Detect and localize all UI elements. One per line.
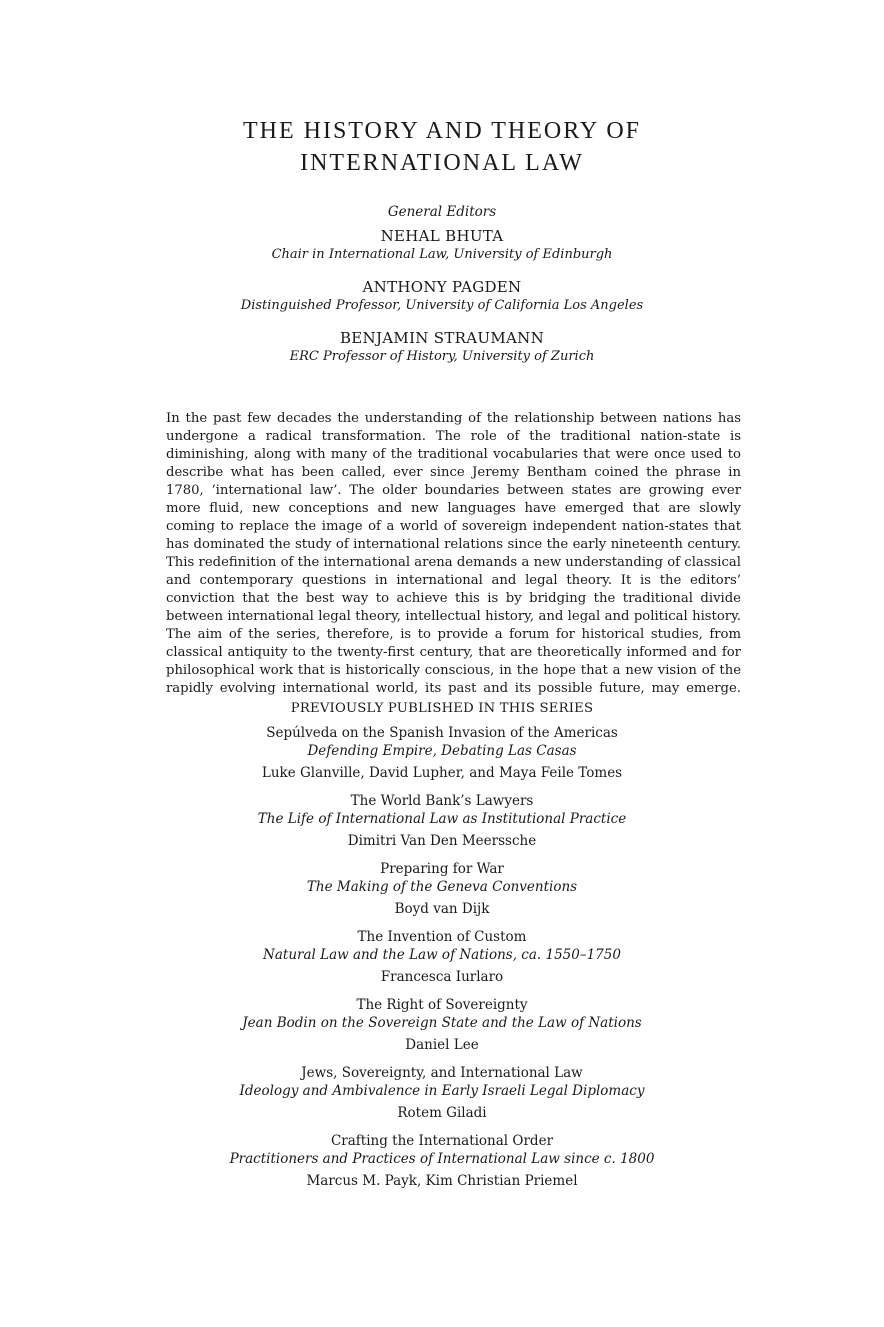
editor-name: NEHAL BHUTA	[380, 227, 504, 245]
series-title-line-1: THE HISTORY AND THEORY OF	[242, 118, 642, 144]
book-subtitle: Ideology and Ambivalence in Early Israeli Legal Diplomacy	[239, 1083, 645, 1099]
editor-name: BENJAMIN STRAUMANN	[339, 329, 544, 347]
book-authors: Dimitri Van Den Meerssche	[347, 833, 537, 849]
book-title: Jews, Sovereignty, and International Law	[301, 1065, 583, 1081]
book-authors: Boyd van Dijk	[394, 901, 490, 917]
book-title: The Right of Sovereignty	[356, 997, 528, 1013]
book-authors: Francesca Iurlaro	[380, 969, 504, 985]
book-entry	[0, 1064, 884, 1122]
editor-entry	[0, 226, 884, 264]
editor-role: Chair in International Law, University of Edinburgh	[271, 247, 613, 262]
book-subtitle: Defending Empire, Debating Las Casas	[307, 743, 577, 759]
general-editors-label: General Editors	[387, 204, 497, 220]
book-entry	[0, 724, 884, 782]
book-authors: Marcus M. Payk, Kim Christian Priemel	[306, 1173, 578, 1189]
book-entry	[0, 792, 884, 850]
book-entry	[0, 860, 884, 918]
series-title	[0, 115, 884, 179]
book-subtitle: Practitioners and Practices of International Law since c. 1800	[229, 1151, 655, 1167]
book-title: The World Bank’s Lawyers	[350, 793, 534, 809]
editor-name: ANTHONY PAGDEN	[362, 278, 522, 296]
book-title: Preparing for War	[380, 861, 504, 877]
book-subtitle: The Making of the Geneva Conventions	[306, 879, 578, 895]
book-subtitle: Natural Law and the Law of Nations, ca. 1550–1750	[263, 947, 621, 963]
series-description: In the past few decades the understanding of the relationship between nations has undergone a radical transformation. The role of the traditional nation-state is diminishing, along with many of the traditional vocabularies that were once used to describe what has been called, ever since Jeremy Bentham coined the phrase in 1780, ‘international law’. The older boundaries between states are growing ever more fluid, new conceptions and new languages have emerged that are slowly coming to replace the image of a world of sovereign independent nation-states that has dominated the study of international relations since the early nineteenth century. This redefinition of the international arena demands a new understanding of classical and contemporary questions in international and legal theory. It is the editors’ conviction that the best way to achieve this is by bridging the traditional divide between international legal theory, intellectual history, and legal and political history. The aim of the series, therefore, is to provide a forum for historical studies, from classical antiquity to the twenty-first century, that are theoretically informed and for philosophical work that is historically conscious, in the hope that a new vision of the rapidly evolving international world, its past and its possible future, may emerge.	[166, 411, 741, 696]
book-subtitle: The Life of International Law as Institutional Practice	[257, 811, 627, 827]
book-entry	[0, 996, 884, 1054]
book-title: Sepúlveda on the Spanish Invasion of the Americas	[266, 725, 618, 741]
book-entry	[0, 1132, 884, 1190]
book-authors: Daniel Lee	[405, 1037, 479, 1053]
editor-entry	[0, 328, 884, 366]
series-title-line-2: INTERNATIONAL LAW	[300, 150, 584, 176]
editor-role: Distinguished Professor, University of California Los Angeles	[240, 298, 644, 313]
book-authors: Rotem Giladi	[397, 1105, 487, 1121]
previously-published-section	[0, 699, 884, 1200]
book-subtitle: Jean Bodin on the Sovereign State and the Law of Nations	[242, 1015, 642, 1031]
general-editors	[0, 203, 884, 379]
editor-entry	[0, 277, 884, 315]
previously-published-heading: PREVIOUSLY PUBLISHED IN THIS SERIES	[290, 701, 594, 716]
book-authors: Luke Glanville, David Lupher, and Maya Feile Tomes	[261, 765, 623, 781]
editor-role: ERC Professor of History, University of Zurich	[289, 349, 595, 364]
book-entry	[0, 928, 884, 986]
book-title: The Invention of Custom	[357, 929, 527, 945]
book-title: Crafting the International Order	[330, 1133, 554, 1149]
